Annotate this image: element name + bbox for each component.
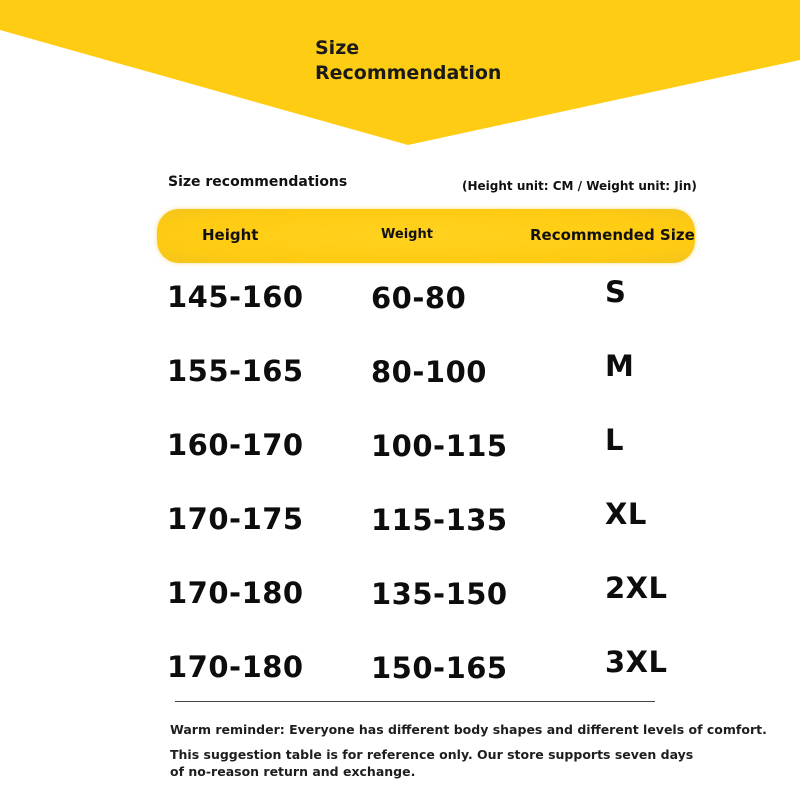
warm-reminder-text: Warm reminder: Everyone has different body shapes and different levels of comfort. [170, 722, 767, 737]
table-caption: Size recommendations [168, 174, 348, 190]
table-row [0, 497, 800, 542]
size-cell: 2XL [605, 571, 668, 605]
size-cell: 3XL [605, 645, 668, 679]
table-row [0, 349, 800, 394]
weight-cell: 60-80 [371, 281, 467, 315]
policy-line: This suggestion table is for reference only. Our store supports seven days [170, 747, 694, 762]
table-row [0, 423, 800, 468]
weight-cell: 100-115 [371, 429, 508, 463]
table-row [0, 645, 800, 690]
policy-text [170, 746, 693, 780]
height-cell: 145-160 [167, 280, 304, 314]
policy-line: of no-reason return and exchange. [170, 764, 416, 779]
table-row [0, 275, 800, 320]
table-row [0, 571, 800, 616]
column-header-size: Recommended Size [530, 226, 695, 244]
height-cell: 155-165 [167, 354, 304, 388]
size-cell: S [605, 275, 627, 309]
column-header-height: Height [202, 226, 259, 244]
weight-cell: 135-150 [371, 577, 508, 611]
size-cell: M [605, 349, 635, 383]
weight-cell: 150-165 [371, 651, 508, 685]
size-cell: XL [605, 497, 647, 531]
height-cell: 170-180 [167, 650, 304, 684]
column-header-weight: Weight [381, 227, 433, 242]
divider-line [175, 701, 655, 702]
banner-title: Size Recommendation [315, 37, 502, 84]
size-cell: L [605, 423, 624, 457]
unit-note: (Height unit: CM / Weight unit: Jin) [462, 179, 697, 193]
weight-cell: 80-100 [371, 355, 487, 389]
height-cell: 170-180 [167, 576, 304, 610]
weight-cell: 115-135 [371, 503, 508, 537]
height-cell: 170-175 [167, 502, 304, 536]
height-cell: 160-170 [167, 428, 304, 462]
